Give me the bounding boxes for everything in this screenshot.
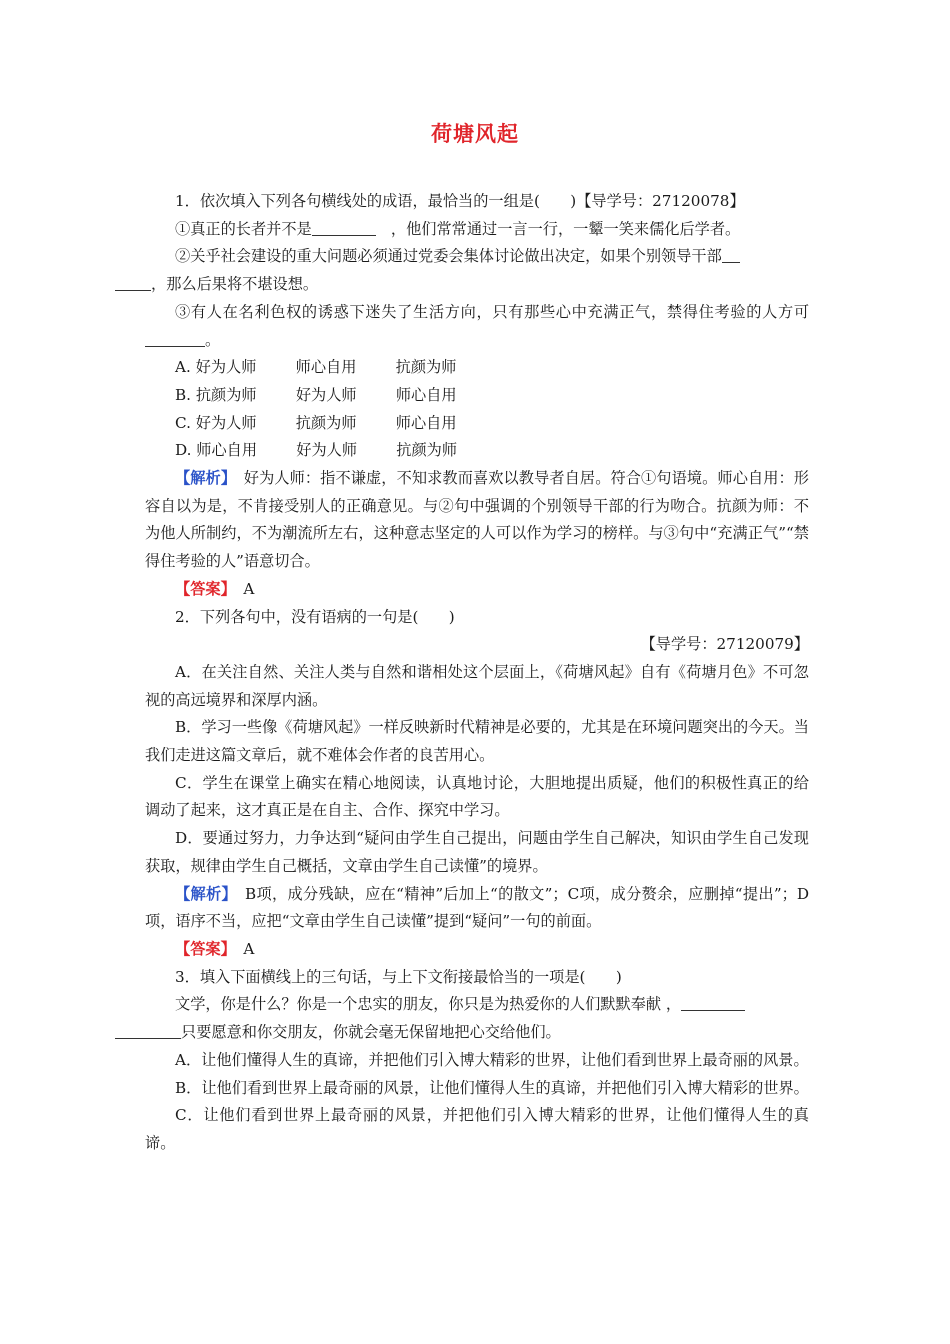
q1-sentence-1: ①真正的长者并不是 ，他们常常通过一言一行，一颦一笑来儒化后学者。 (175, 219, 741, 238)
q3-option-c: C．让他们看到世界上最奇丽的风景，并把他们引入博大精彩的世界，让他们懂得人生的真谛。 (145, 1106, 809, 1152)
q2-option-b: B．学习一些像《荷塘风起》一样反映新时代精神是必要的，尤其是在环境问题突出的今天。当我们走进这篇文章后，就不难体会作者的良苦用心。 (145, 718, 809, 765)
answer-label: 【答案】 (175, 939, 229, 958)
blank-line (312, 219, 376, 236)
document-body (145, 188, 809, 1158)
blank-line (722, 246, 740, 263)
q1-stem: 1．依次填入下列各句横线处的成语，最恰当的一组是( )【导学号：27120078】 (175, 192, 745, 210)
q1-answer: 【答案】 A (175, 579, 255, 598)
q2-ref: 【导学号：27120079】 (640, 635, 809, 654)
blank-line (145, 330, 205, 347)
q2-stem: 2．下列各句中，没有语病的一句是( ) (175, 607, 455, 626)
q1-option-a: A. 好为人师 师心自用 抗颜为师 (175, 358, 457, 377)
analysis-label: 【解析】 (175, 884, 230, 903)
q2-option-a: A．在关注自然、关注人类与自然和谐相处这个层面上，《荷塘风起》自有《荷塘月色》不可忽视的高远境界和深厚内涵。 (145, 662, 809, 709)
q2-analysis: 【解析】 B项，成分残缺，应在“精神”后加上“的散文”；C项，成分赘余，应删掉“提出”；D项，语序不当，应把“文章由学生自己读懂”提到“疑问”一句的前面。 (145, 884, 809, 931)
q2-option-c: C．学生在课堂上确实在精心地阅读，认真地讨论，大胆地提出质疑，他们的积极性真正的给调动了起来，这才真正是在自主、合作、探究中学习。 (145, 773, 809, 820)
page-title: 荷塘风起 (431, 121, 519, 146)
q1-sentence-3: ③有人在名利色权的诱惑下迷失了生活方向，只有那些心中充满正气，禁得住考验的人方可。 (145, 299, 809, 354)
analysis-label: 【解析】 (175, 469, 229, 488)
blank-line (115, 1022, 181, 1039)
blank-line (115, 274, 151, 291)
q3-option-a: A．让他们懂得人生的真谛，并把他们引入博大精彩的世界，让他们看到世界上最奇丽的风景。 (175, 1050, 809, 1069)
q2-answer: 【答案】 A (175, 939, 255, 958)
q3-option-b: B．让他们看到世界上最奇丽的风景，让他们懂得人生的真谛，并把他们引入博大精彩的世界。 (175, 1078, 809, 1097)
q3-text: 文学，你是什么？你是一个忠实的朋友，你只是为热爱你的人们默默奉献 ， 只要愿意和你交朋友，你就会毫无保留地把心交给他们。 (145, 991, 809, 1046)
q1-analysis: 【解析】 好为人师：指不谦虚，不知求教而喜欢以教导者自居。符合①句语境。师心自用：形容自以为是，不肯接受别人的正确意见。与②句中强调的个别领导干部的行为吻合。抗颜为师：不为他人所制约，不为潮流所左右，这种意志坚定的人可以作为学习的榜样。与③句中“充满正气”“禁得住考验的人”语意切合。 (145, 469, 809, 571)
answer-label: 【答案】 (175, 579, 229, 598)
q1-sentence-2: ②关乎社会建设的重大问题必须通过党委会集体讨论做出决定，如果个别领导干部 ，那么后果将不堪设想。 (145, 243, 809, 298)
q1-ref: 【导学号：27120078】 (576, 192, 745, 210)
q1-option-c: C. 好为人师 抗颜为师 师心自用 (175, 413, 457, 432)
q1-option-d: D. 师心自用 好为人师 抗颜为师 (175, 441, 458, 460)
blank-line (681, 994, 745, 1011)
q1-option-b: B. 抗颜为师 好为人师 师心自用 (175, 385, 457, 404)
q2-option-d: D．要通过努力，力争达到“疑问由学生自己提出，问题由学生自己解决，知识由学生自己发现获取，规律由学生自己概括，文章由学生自己读懂”的境界。 (145, 829, 809, 875)
q3-stem: 3．填入下面横线上的三句话，与上下文衔接最恰当的一项是( ) (175, 967, 622, 986)
